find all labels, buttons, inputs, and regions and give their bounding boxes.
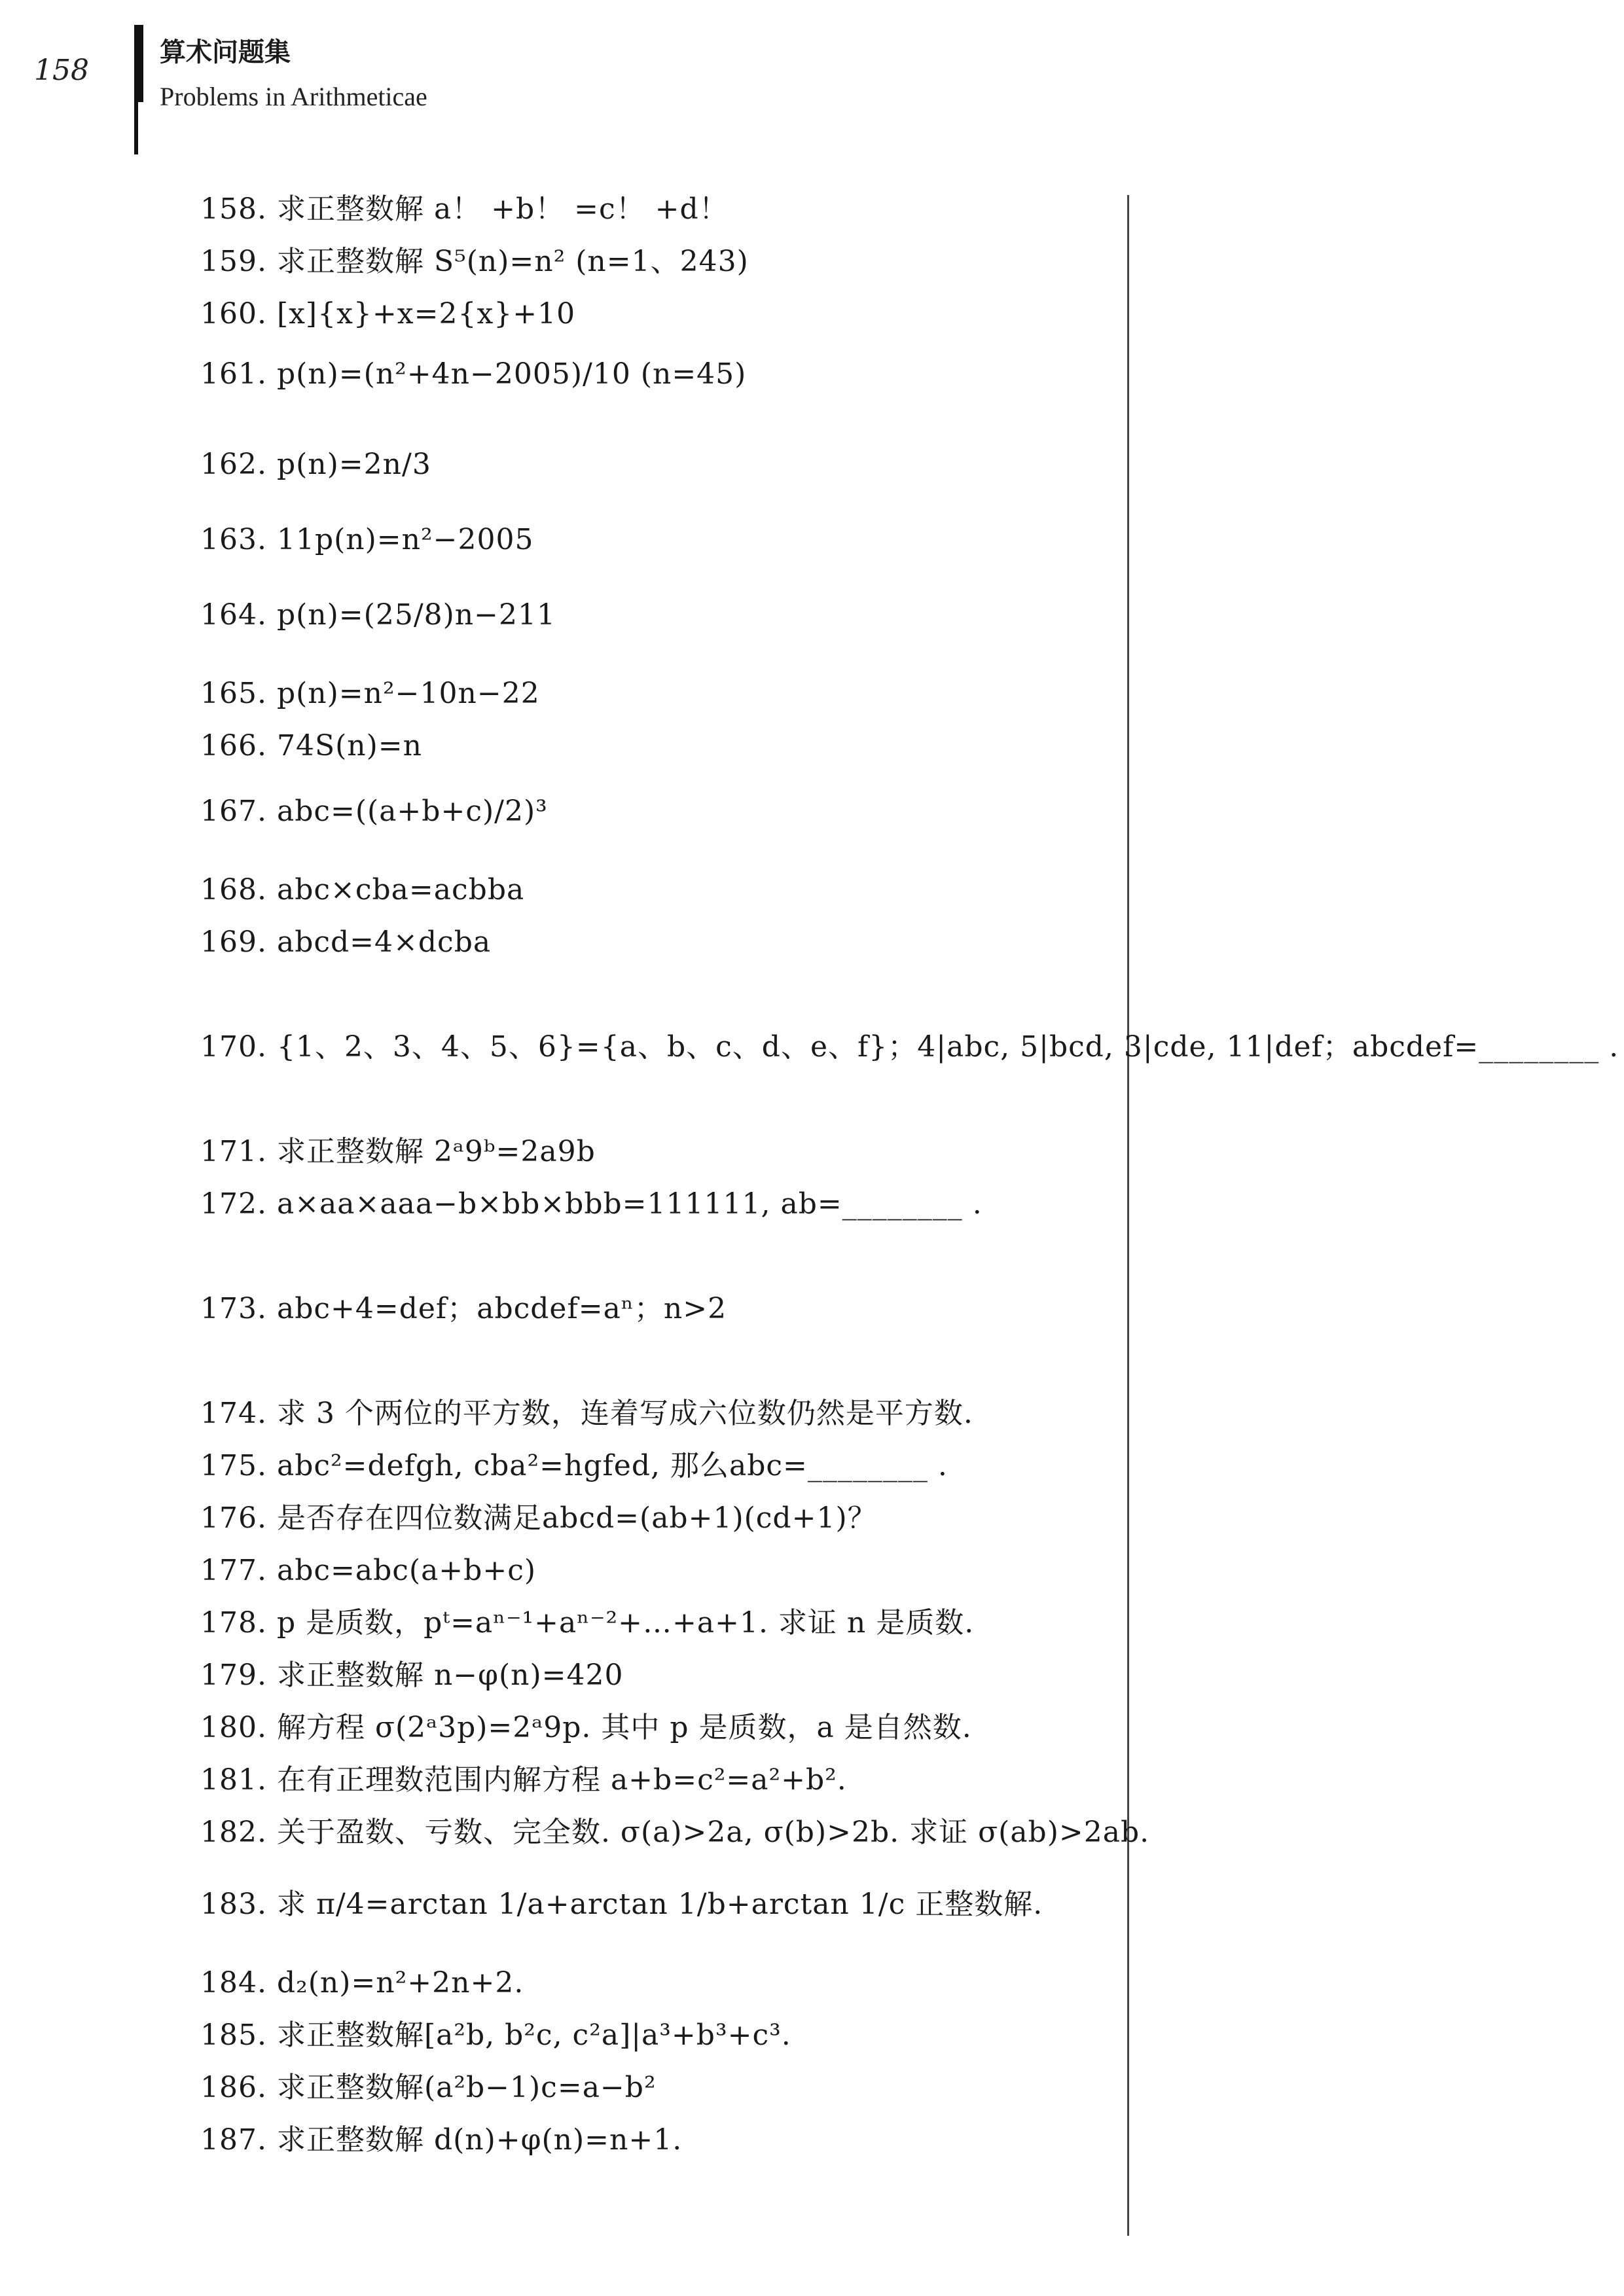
problem-172: 172. a×aa×aaa−b×bb×bbb=111111, ab=________ .	[200, 1187, 983, 1221]
problem-173: 173. abc+4=def；abcdef=aⁿ；n>2	[200, 1292, 727, 1325]
problem-163: 163. 11p(n)=n²−2005	[200, 523, 534, 556]
margin-rule	[1127, 195, 1129, 2236]
problem-166: 166. 74S(n)=n	[200, 729, 422, 762]
problem-178: 178. p 是质数，pᵗ=aⁿ⁻¹+aⁿ⁻²+…+a+1. 求证 n 是质数.	[200, 1606, 975, 1640]
problem-182: 182. 关于盈数、亏数、完全数. σ(a)>2a, σ(b)>2b. 求证 σ(ab)>2ab.	[200, 1816, 1150, 1849]
problem-181: 181. 在有正理数范围内解方程 a+b=c²=a²+b².	[200, 1763, 847, 1797]
problem-177: 177. abc=abc(a+b+c)	[200, 1554, 537, 1587]
problem-158: 158. 求正整数解 a！ +b！ =c！ +d！	[200, 192, 729, 226]
problem-170: 170. {1、2、3、4、5、6}={a、b、c、d、e、f}；4|abc, 5|bcd, 3|cde, 11|def；abcdef=________ .	[200, 1030, 1619, 1064]
problem-171: 171. 求正整数解 2ᵃ9ᵇ=2a9b	[200, 1135, 596, 1168]
problem-176: 176. 是否存在四位数满足abcd=(ab+1)(cd+1)？	[200, 1501, 877, 1535]
problem-164: 164. p(n)=(25/8)n−211	[200, 598, 556, 632]
problem-187: 187. 求正整数解 d(n)+φ(n)=n+1.	[200, 2123, 683, 2157]
problem-167: 167. abc=((a+b+c)/2)³	[200, 795, 548, 828]
problem-161: 161. p(n)=(n²+4n−2005)/10 (n=45)	[200, 357, 747, 391]
problem-185: 185. 求正整数解[a²b, b²c, c²a]|a³+b³+c³.	[200, 2018, 791, 2052]
problem-184: 184. d₂(n)=n²+2n+2.	[200, 1966, 524, 2000]
problem-179: 179. 求正整数解 n−φ(n)=420	[200, 1659, 624, 1692]
problem-168: 168. abc×cba=acbba	[200, 873, 525, 906]
problem-169: 169. abcd=4×dcba	[200, 925, 492, 959]
problem-180: 180. 解方程 σ(2ᵃ3p)=2ᵃ9p. 其中 p 是质数，a 是自然数.	[200, 1711, 972, 1744]
book-title-en: Problems in Arithmeticae	[160, 82, 427, 111]
problem-186: 186. 求正整数解(a²b−1)c=a−b²	[200, 2071, 657, 2104]
header-rule-accent	[134, 25, 143, 102]
problem-174: 174. 求 3 个两位的平方数，连着写成六位数仍然是平方数.	[200, 1397, 973, 1430]
book-title-zh: 算术问题集	[160, 37, 291, 67]
page-number: 158	[34, 54, 89, 87]
problem-159: 159. 求正整数解 S⁵(n)=n² (n=1、243)	[200, 245, 749, 278]
problem-175: 175. abc²=defgh, cba²=hgfed, 那么abc=________ .	[200, 1449, 948, 1482]
problem-183: 183. 求 π/4=arctan 1/a+arctan 1/b+arctan 1/c 正整数解.	[200, 1888, 1043, 1921]
problem-165: 165. p(n)=n²−10n−22	[200, 677, 540, 710]
problem-160: 160. [x]{x}+x=2{x}+10	[200, 297, 576, 331]
problem-162: 162. p(n)=2n/3	[200, 448, 431, 481]
